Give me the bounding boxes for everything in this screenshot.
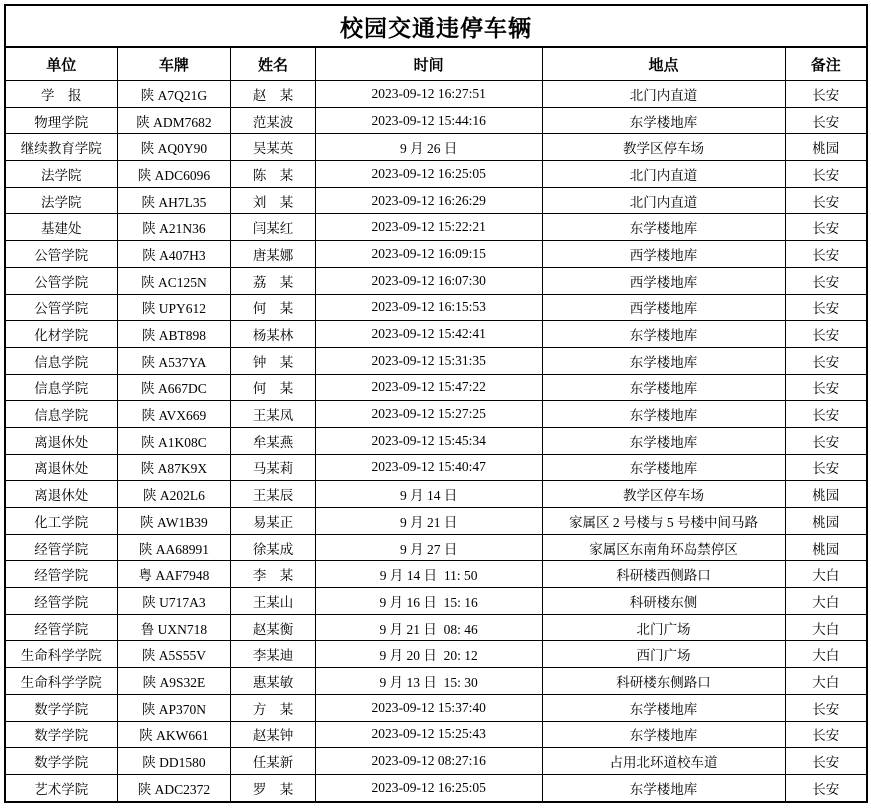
cell-note: 大白 (785, 641, 867, 668)
cell-unit: 公管学院 (5, 294, 117, 321)
cell-name: 易某正 (231, 508, 315, 535)
cell-note: 大白 (785, 614, 867, 641)
cell-note: 长安 (785, 401, 867, 428)
cell-unit: 生命科学学院 (5, 641, 117, 668)
cell-name: 惠某敏 (231, 668, 315, 695)
cell-time: 2023-09-12 16:15:53 (315, 294, 542, 321)
cell-unit: 化材学院 (5, 321, 117, 348)
cell-note: 长安 (785, 427, 867, 454)
cell-time: 2023-09-12 15:40:47 (315, 454, 542, 481)
cell-name: 吴某英 (231, 134, 315, 161)
table-row (5, 241, 867, 268)
cell-time: 2023-09-12 16:07:30 (315, 267, 542, 294)
cell-plate: 粤 AAF7948 (117, 561, 231, 588)
cell-name: 唐某娜 (231, 241, 315, 268)
cell-note: 桃园 (785, 481, 867, 508)
table-row (5, 694, 867, 721)
cell-unit: 数学学院 (5, 694, 117, 721)
cell-time: 2023-09-12 15:25:43 (315, 721, 542, 748)
cell-plate: 陕 A7Q21G (117, 81, 231, 108)
cell-place: 西学楼地库 (542, 294, 785, 321)
cell-unit: 生命科学学院 (5, 668, 117, 695)
cell-unit: 法学院 (5, 187, 117, 214)
cell-place: 东学楼地库 (542, 694, 785, 721)
cell-name: 王某辰 (231, 481, 315, 508)
cell-unit: 信息学院 (5, 374, 117, 401)
cell-place: 西学楼地库 (542, 241, 785, 268)
cell-note: 长安 (785, 214, 867, 241)
column-header-plate: 车牌 (117, 47, 231, 81)
cell-time: 9 月 21 日 08: 46 (315, 614, 542, 641)
cell-time: 2023-09-12 16:27:51 (315, 81, 542, 108)
cell-unit: 离退休处 (5, 454, 117, 481)
table-row (5, 614, 867, 641)
cell-unit: 经管学院 (5, 588, 117, 615)
cell-time: 2023-09-12 16:25:05 (315, 774, 542, 801)
cell-time: 2023-09-12 15:27:25 (315, 401, 542, 428)
cell-unit: 公管学院 (5, 241, 117, 268)
cell-place: 科研楼西侧路口 (542, 561, 785, 588)
cell-unit: 基建处 (5, 214, 117, 241)
cell-name: 何 某 (231, 294, 315, 321)
cell-place: 东学楼地库 (542, 454, 785, 481)
table-row (5, 401, 867, 428)
cell-unit: 经管学院 (5, 561, 117, 588)
cell-place: 家属区 2 号楼与 5 号楼中间马路 (542, 508, 785, 535)
cell-name: 荔 某 (231, 267, 315, 294)
cell-plate: 陕 A9S32E (117, 668, 231, 695)
table-row (5, 508, 867, 535)
cell-note: 长安 (785, 694, 867, 721)
cell-name: 李 某 (231, 561, 315, 588)
table-row (5, 321, 867, 348)
cell-name: 何 某 (231, 374, 315, 401)
cell-place: 东学楼地库 (542, 401, 785, 428)
cell-plate: 陕 AKW661 (117, 721, 231, 748)
cell-plate: 陕 A667DC (117, 374, 231, 401)
cell-plate: 陕 A407H3 (117, 241, 231, 268)
cell-plate: 鲁 UXN718 (117, 614, 231, 641)
cell-plate: 陕 AP370N (117, 694, 231, 721)
table-row (5, 748, 867, 775)
cell-plate: 陕 ADC2372 (117, 774, 231, 801)
cell-plate: 陕 AW1B39 (117, 508, 231, 535)
table-row (5, 561, 867, 588)
table-row (5, 721, 867, 748)
table-row (5, 427, 867, 454)
cell-place: 北门内直道 (542, 81, 785, 108)
violation-table (4, 4, 868, 803)
cell-place: 东学楼地库 (542, 321, 785, 348)
cell-note: 长安 (785, 721, 867, 748)
table-header-row (5, 47, 867, 81)
table-row (5, 347, 867, 374)
cell-place: 东学楼地库 (542, 374, 785, 401)
cell-time: 2023-09-12 15:44:16 (315, 107, 542, 134)
cell-unit: 数学学院 (5, 748, 117, 775)
cell-name: 罗 某 (231, 774, 315, 801)
cell-time: 2023-09-12 15:37:40 (315, 694, 542, 721)
cell-plate: 陕 A202L6 (117, 481, 231, 508)
cell-time: 9 月 27 日 (315, 534, 542, 561)
cell-name: 徐某成 (231, 534, 315, 561)
cell-name: 王某山 (231, 588, 315, 615)
cell-plate: 陕 AA68991 (117, 534, 231, 561)
cell-plate: 陕 A21N36 (117, 214, 231, 241)
cell-note: 长安 (785, 347, 867, 374)
cell-plate: 陕 AQ0Y90 (117, 134, 231, 161)
cell-name: 方 某 (231, 694, 315, 721)
table-row (5, 267, 867, 294)
cell-place: 东学楼地库 (542, 214, 785, 241)
cell-name: 牟某燕 (231, 427, 315, 454)
cell-note: 桃园 (785, 508, 867, 535)
cell-place: 科研楼东侧路口 (542, 668, 785, 695)
table-row (5, 588, 867, 615)
cell-place: 西门广场 (542, 641, 785, 668)
cell-note: 长安 (785, 267, 867, 294)
table-row (5, 454, 867, 481)
cell-plate: 陕 U717A3 (117, 588, 231, 615)
cell-plate: 陕 AC125N (117, 267, 231, 294)
cell-unit: 离退休处 (5, 427, 117, 454)
cell-place: 东学楼地库 (542, 107, 785, 134)
cell-unit: 数学学院 (5, 721, 117, 748)
cell-place: 东学楼地库 (542, 427, 785, 454)
cell-unit: 信息学院 (5, 401, 117, 428)
cell-place: 北门广场 (542, 614, 785, 641)
cell-unit: 化工学院 (5, 508, 117, 535)
cell-note: 长安 (785, 774, 867, 801)
cell-note: 长安 (785, 748, 867, 775)
cell-unit: 艺术学院 (5, 774, 117, 801)
cell-unit: 经管学院 (5, 534, 117, 561)
title-row (5, 5, 867, 47)
cell-time: 2023-09-12 15:22:21 (315, 214, 542, 241)
cell-name: 赵某钟 (231, 721, 315, 748)
cell-note: 桃园 (785, 534, 867, 561)
cell-plate: 陕 AVX669 (117, 401, 231, 428)
cell-plate: 陕 UPY612 (117, 294, 231, 321)
cell-time: 2023-09-12 16:09:15 (315, 241, 542, 268)
cell-time: 9 月 21 日 (315, 508, 542, 535)
cell-unit: 物理学院 (5, 107, 117, 134)
cell-place: 教学区停车场 (542, 134, 785, 161)
cell-time: 9 月 26 日 (315, 134, 542, 161)
cell-note: 长安 (785, 161, 867, 188)
cell-plate: 陕 A87K9X (117, 454, 231, 481)
cell-place: 东学楼地库 (542, 721, 785, 748)
column-header-time: 时间 (315, 47, 542, 81)
cell-unit: 信息学院 (5, 347, 117, 374)
cell-plate: 陕 ADC6096 (117, 161, 231, 188)
cell-place: 教学区停车场 (542, 481, 785, 508)
cell-time: 2023-09-12 15:47:22 (315, 374, 542, 401)
cell-note: 大白 (785, 588, 867, 615)
table-row (5, 481, 867, 508)
cell-name: 陈 某 (231, 161, 315, 188)
table-row (5, 534, 867, 561)
cell-note: 长安 (785, 187, 867, 214)
cell-place: 北门内直道 (542, 161, 785, 188)
cell-place: 家属区东南角环岛禁停区 (542, 534, 785, 561)
cell-unit: 继续教育学院 (5, 134, 117, 161)
cell-time: 2023-09-12 16:26:29 (315, 187, 542, 214)
cell-note: 大白 (785, 668, 867, 695)
column-header-place: 地点 (542, 47, 785, 81)
cell-place: 占用北环道校车道 (542, 748, 785, 775)
cell-place: 东学楼地库 (542, 774, 785, 801)
cell-time: 2023-09-12 15:31:35 (315, 347, 542, 374)
cell-name: 范某波 (231, 107, 315, 134)
cell-unit: 学 报 (5, 81, 117, 108)
column-header-note: 备注 (785, 47, 867, 81)
column-header-unit: 单位 (5, 47, 117, 81)
cell-time: 9 月 20 日 20: 12 (315, 641, 542, 668)
cell-unit: 公管学院 (5, 267, 117, 294)
table-row (5, 641, 867, 668)
table-body (5, 81, 867, 802)
cell-unit: 离退休处 (5, 481, 117, 508)
cell-time: 9 月 14 日 11: 50 (315, 561, 542, 588)
cell-time: 9 月 13 日 15: 30 (315, 668, 542, 695)
cell-plate: 陕 AH7L35 (117, 187, 231, 214)
cell-name: 钟 某 (231, 347, 315, 374)
cell-time: 9 月 14 日 (315, 481, 542, 508)
cell-note: 桃园 (785, 134, 867, 161)
cell-note: 大白 (785, 561, 867, 588)
cell-name: 闫某红 (231, 214, 315, 241)
cell-note: 长安 (785, 454, 867, 481)
cell-place: 西学楼地库 (542, 267, 785, 294)
page-title: 校园交通违停车辆 (5, 5, 867, 47)
cell-time: 2023-09-12 15:42:41 (315, 321, 542, 348)
cell-name: 马某莉 (231, 454, 315, 481)
cell-time: 2023-09-12 16:25:05 (315, 161, 542, 188)
cell-name: 赵某衡 (231, 614, 315, 641)
cell-plate: 陕 A537YA (117, 347, 231, 374)
cell-name: 王某凤 (231, 401, 315, 428)
cell-unit: 法学院 (5, 161, 117, 188)
cell-note: 长安 (785, 294, 867, 321)
table-row (5, 134, 867, 161)
table-row (5, 214, 867, 241)
cell-plate: 陕 A5S55V (117, 641, 231, 668)
cell-plate: 陕 A1K08C (117, 427, 231, 454)
table-row (5, 774, 867, 801)
table-row (5, 81, 867, 108)
cell-place: 东学楼地库 (542, 347, 785, 374)
cell-name: 刘 某 (231, 187, 315, 214)
cell-unit: 经管学院 (5, 614, 117, 641)
cell-plate: 陕 ABT898 (117, 321, 231, 348)
table-row (5, 107, 867, 134)
column-header-name: 姓名 (231, 47, 315, 81)
cell-time: 2023-09-12 08:27:16 (315, 748, 542, 775)
cell-place: 科研楼东侧 (542, 588, 785, 615)
cell-name: 杨某林 (231, 321, 315, 348)
cell-note: 长安 (785, 81, 867, 108)
cell-time: 9 月 16 日 15: 16 (315, 588, 542, 615)
table-row (5, 374, 867, 401)
cell-plate: 陕 ADM7682 (117, 107, 231, 134)
cell-name: 李某迪 (231, 641, 315, 668)
cell-note: 长安 (785, 321, 867, 348)
cell-name: 任某新 (231, 748, 315, 775)
cell-place: 北门内直道 (542, 187, 785, 214)
table-row (5, 294, 867, 321)
cell-note: 长安 (785, 374, 867, 401)
cell-plate: 陕 DD1580 (117, 748, 231, 775)
table-row (5, 187, 867, 214)
cell-note: 长安 (785, 241, 867, 268)
table-row (5, 161, 867, 188)
table-row (5, 668, 867, 695)
cell-name: 赵 某 (231, 81, 315, 108)
cell-note: 长安 (785, 107, 867, 134)
cell-time: 2023-09-12 15:45:34 (315, 427, 542, 454)
